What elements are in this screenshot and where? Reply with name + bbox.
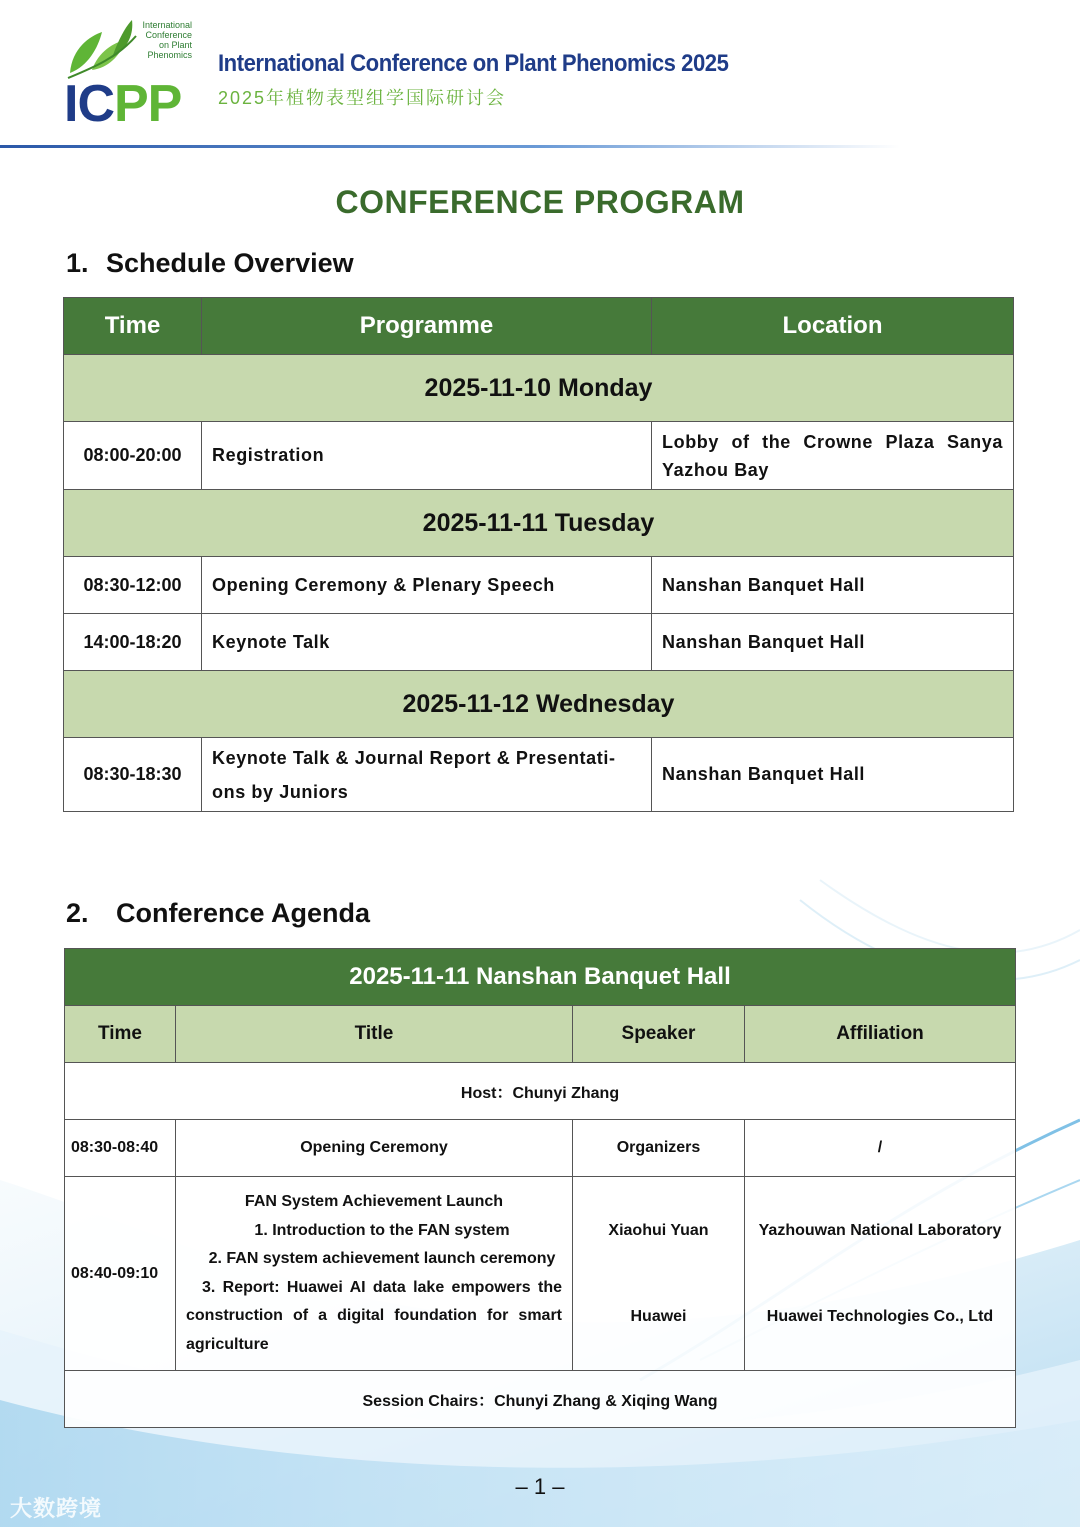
- hall-title: 2025-11-11 Nanshan Banquet Hall: [65, 949, 1016, 1006]
- section-title: Conference Agenda: [116, 898, 371, 928]
- watermark: 大数跨境: [10, 1496, 103, 1521]
- section-title: Schedule Overview: [106, 248, 354, 278]
- table-row: [64, 614, 1014, 671]
- agenda-table: [64, 948, 1016, 1428]
- conference-title: International Conference on Plant Phenomics 2025: [218, 50, 729, 77]
- page-title: CONFERENCE PROGRAM: [335, 184, 745, 220]
- table-header-row: [64, 298, 1014, 355]
- date-label: 2025-11-10 Monday: [64, 355, 1014, 422]
- time-cell: 08:00-20:00: [64, 422, 202, 490]
- column-header: Title: [176, 1006, 573, 1063]
- speaker-cell: Organizers: [573, 1120, 745, 1177]
- column-header: Time: [64, 298, 202, 355]
- table-row: [65, 1120, 1016, 1177]
- table-row: [64, 738, 1014, 812]
- speaker-cell: [573, 1177, 745, 1371]
- time-cell: 08:40-09:10: [65, 1177, 176, 1371]
- section-number: 2.: [66, 898, 89, 928]
- title-cell: [176, 1177, 573, 1371]
- date-row: [64, 671, 1014, 738]
- session-chairs-row: [65, 1371, 1016, 1428]
- programme-cell: Registration: [202, 422, 652, 490]
- agenda-subitem: 1. Introduction to the FAN system: [254, 1221, 510, 1239]
- agenda-hall-row: [65, 949, 1016, 1006]
- logo-line: International: [142, 20, 192, 30]
- logo-line: on Plant: [158, 40, 192, 50]
- affiliation-name: Huawei Technologies Co., Ltd: [766, 1307, 994, 1325]
- agenda-title: FAN System Achievement Launch: [244, 1193, 504, 1210]
- agenda-subitem: 3. Report: Huawei AI data lake empowers the construction of a digital foundation for smart agriculture: [186, 1278, 562, 1353]
- host-label: Host：Chunyi Zhang: [65, 1063, 1016, 1120]
- programme-cell: Opening Ceremony & Plenary Speech: [202, 557, 652, 614]
- speaker-name: Xiaohui Yuan: [608, 1221, 709, 1239]
- time-cell: 08:30-18:30: [64, 738, 202, 812]
- column-header: Affiliation: [745, 1006, 1016, 1063]
- section-number: 1.: [66, 248, 89, 278]
- logo-text: [72, 20, 192, 60]
- programme-cell: Keynote Talk: [202, 614, 652, 671]
- time-cell: 08:30-12:00: [64, 557, 202, 614]
- affiliation-cell: [745, 1177, 1016, 1371]
- speaker-name: Huawei: [630, 1307, 687, 1325]
- column-header: Speaker: [573, 1006, 745, 1063]
- header-divider: [0, 145, 900, 148]
- location-cell: Lobby of the Crowne Plaza Sanya Yazhou Bay: [652, 422, 1014, 490]
- agenda-subitem: 2. FAN system achievement launch ceremony: [208, 1250, 556, 1267]
- time-cell: 14:00-18:20: [64, 614, 202, 671]
- programme-line: ons by Juniors: [212, 781, 349, 802]
- logo-wordmark: [64, 76, 181, 132]
- location-cell: Nanshan Banquet Hall: [652, 614, 1014, 671]
- programme-cell: [202, 738, 652, 812]
- time-cell: 08:30-08:40: [65, 1120, 176, 1177]
- programme-line: Keynote Talk & Journal Report & Presentati-: [212, 747, 616, 768]
- logo-line: Phenomics: [147, 50, 192, 60]
- conference-subtitle: 2025年植物表型组学国际研讨会: [218, 88, 507, 108]
- date-label: 2025-11-12 Wednesday: [64, 671, 1014, 738]
- logo-ic: IC: [64, 75, 114, 133]
- location-cell: Nanshan Banquet Hall: [652, 738, 1014, 812]
- location-cell: Nanshan Banquet Hall: [652, 557, 1014, 614]
- page-number: – 1 –: [515, 1474, 565, 1499]
- table-row: [64, 557, 1014, 614]
- column-header: Location: [652, 298, 1014, 355]
- section-heading-agenda: [66, 898, 370, 929]
- table-row: [64, 422, 1014, 490]
- host-row: [65, 1063, 1016, 1120]
- date-row: [64, 490, 1014, 557]
- schedule-table: [63, 297, 1014, 812]
- page-header: [0, 0, 1080, 150]
- date-label: 2025-11-11 Tuesday: [64, 490, 1014, 557]
- date-row: [64, 355, 1014, 422]
- table-row: [65, 1177, 1016, 1371]
- table-header-row: [65, 1006, 1016, 1063]
- session-chairs-label: Session Chairs：Chunyi Zhang & Xiqing Wang: [65, 1371, 1016, 1428]
- logo-pp: PP: [114, 75, 182, 133]
- logo-line: Conference: [145, 30, 192, 40]
- section-heading-schedule: [66, 248, 354, 279]
- affiliation-cell: /: [745, 1120, 1016, 1177]
- column-header: Programme: [202, 298, 652, 355]
- affiliation-name: Yazhouwan National Laboratory: [758, 1221, 1002, 1239]
- title-cell: Opening Ceremony: [176, 1120, 573, 1177]
- column-header: Time: [65, 1006, 176, 1063]
